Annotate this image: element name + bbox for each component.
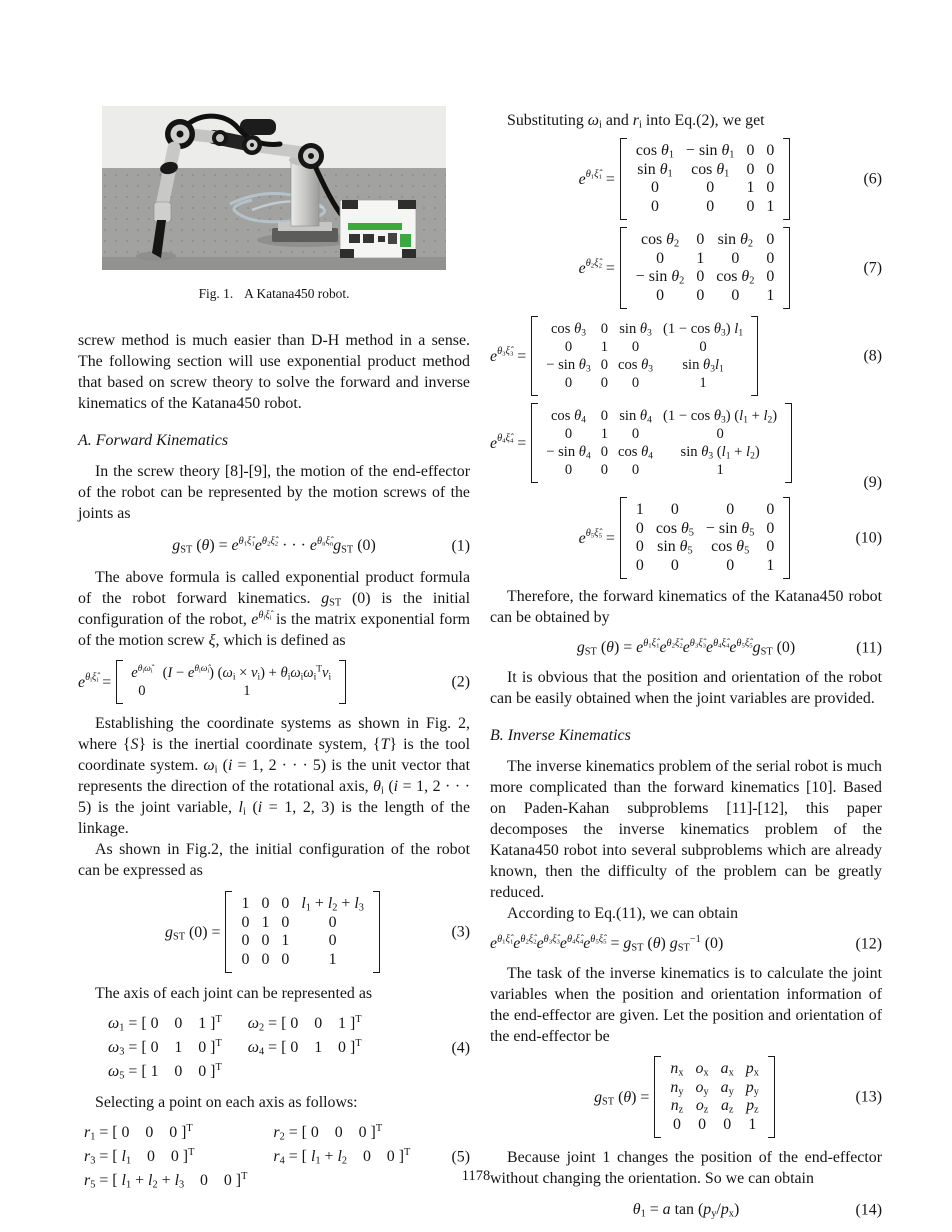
matrix-cell: 0 — [723, 1115, 732, 1133]
matrix-cell: 0 — [766, 231, 775, 248]
matrix-cell: 0 — [766, 179, 775, 196]
matrix-cell: $\sin \theta_5$ — [657, 538, 693, 557]
equation-10 — [490, 497, 882, 579]
matrix-cell: $\sin \theta_3$ — [619, 321, 652, 339]
matrix-cell: 0 — [564, 426, 573, 442]
matrix-cell: $\cos \theta_1$ — [635, 142, 675, 161]
matrix-cell: 0 — [766, 268, 775, 285]
matrix-cell: 0 — [138, 683, 146, 699]
paragraph-inverse-intro: The inverse kinematics problem of the serial robot is much more complicated than the forward kinematics [10]. Based on Paden-Kahan subproblems [11]-[12], this paper decomposes the inverse kinematics problem of the Katana450 robot into several subproblems which are already known, then the difficulty of the problem can be greatly reduced. — [490, 758, 882, 901]
matrix-cell: $r_4$ = [ $l_1 + l_2$ 0 0 ]$^T$ — [273, 1146, 411, 1167]
matrix-cell: − $\sin \theta_5$ — [705, 519, 755, 539]
matrix-cell: 0 — [241, 932, 250, 949]
matrix-cell: 0 — [564, 375, 573, 391]
equation-13 — [490, 1056, 882, 1138]
matrix-cell: 0 — [600, 357, 609, 373]
port — [349, 234, 360, 243]
matrix-cell: 0 — [600, 462, 609, 478]
matrix-cell: $\sin \theta_3$ $(l_1 + l_2)$ — [680, 444, 760, 462]
matrix-cell: $o_y$ — [695, 1078, 709, 1098]
paragraph-as-shown: As shown in Fig.2, the initial configuration of the robot can be expressed as — [78, 841, 470, 879]
matrix-cell: $\sin \theta_2$ — [717, 231, 754, 250]
controller-pad — [398, 200, 416, 209]
matrix-cell: 0 — [631, 375, 640, 391]
paragraph-selecting: Selecting a point on each axis as follows: — [95, 1094, 358, 1111]
matrix-cell: 1 — [696, 249, 705, 267]
matrix-cell: 0 — [656, 286, 665, 304]
matrix-cell: 0 — [696, 268, 705, 285]
matrix-cell: 0 — [600, 375, 609, 391]
matrix-cell: $p_x$ — [745, 1060, 759, 1079]
matrix-cell: 0 — [696, 286, 705, 304]
matrix-cell: − $\sin \theta_3$ — [546, 357, 591, 375]
matrix-cell: 0 — [672, 1115, 681, 1133]
equation-lhs: $e^{\theta_2\xî_2}$ = — [578, 258, 615, 277]
equation-number: (11) — [856, 639, 882, 656]
matrix-cell: 1 — [699, 375, 707, 391]
matrix-cell: 0 — [706, 179, 715, 196]
matrix-cell: 0 — [696, 231, 705, 248]
equation-body: $e^{\theta_1\xî_1}e^{\theta_2\xî_2}e^{\theta_3\xî_3}e^{\theta_4\xî_4}e^{\theta_5\xî_5} = g_{ST}$ (θ) $g_{ST}^{-1}$ (0) — [490, 933, 724, 954]
equation-number: (10) — [855, 529, 882, 547]
matrix-cell: 0 — [698, 1115, 707, 1133]
photo-wall — [102, 106, 446, 168]
matrix-cell: 1 — [600, 339, 609, 355]
equation-number: (2) — [451, 673, 470, 691]
equation-lhs: $e^{\theta_1\xî_1}$ = — [578, 169, 615, 188]
matrix-cell: 1 — [746, 179, 755, 196]
joint-small-hub — [216, 134, 224, 142]
paragraph-according: According to Eq.(11), we can obtain — [507, 905, 739, 922]
matrix-cell: $\omega_2$ = [ 0 0 1 ]$^T$ — [247, 1013, 362, 1034]
matrix-cell: 1 — [261, 913, 270, 931]
matrix — [620, 227, 790, 309]
matrix-cell: $\cos \theta_3$ — [618, 357, 654, 375]
matrix-cell: $\omega_1$ = [ 0 0 1 ]$^T$ — [108, 1013, 222, 1034]
paragraph-task: The task of the inverse kinematics is to calculate the joint variables when the position and orientation information of the end-effector are given. Let the position and orientation of the end-effector be — [490, 965, 882, 1045]
matrix — [620, 497, 790, 579]
matrix-cell: $\cos \theta_2$ — [716, 268, 755, 287]
matrix — [116, 660, 346, 704]
equation-14 — [490, 1199, 882, 1220]
matrix-cell: 0 — [731, 249, 740, 267]
equation-12 — [490, 933, 882, 954]
matrix — [531, 316, 758, 396]
matrix-cell: $o_z$ — [695, 1097, 709, 1116]
matrix-cell: 0 — [746, 160, 755, 178]
matrix-cell: $r_1$ = [ 0 0 0 ]$^T$ — [84, 1122, 193, 1143]
matrix-cell: − $\sin \theta_2$ — [635, 268, 685, 287]
matrix-cell: 0 — [656, 249, 665, 267]
wrist — [154, 202, 171, 222]
matrix-cell: 0 — [766, 160, 775, 178]
matrix-cell: 0 — [670, 501, 679, 518]
matrix-cell: $r_3$ = [ $l_1$ 0 0 ]$^T$ — [84, 1146, 195, 1167]
figure-caption-text: A Katana450 robot. — [244, 286, 350, 301]
matrix-cell: 0 — [766, 538, 775, 555]
matrix-cell: $n_x$ — [670, 1060, 684, 1079]
matrix-cell: 1 — [766, 556, 775, 574]
matrix-cell: 0 — [328, 913, 337, 931]
paragraph-establishing: Establishing the coordinate systems as shown in Fig. 2, where {S} is the inertial coordinate system, {T} is the tool coordinate system. $\omega_i$ (i = 1, 2 · · · 5) is the unit vector that represents the direction of the rotational axis, $\theta_i$ (i = 1, 2 · · · 5) is the joint variable, $l_i$ (i = 1, 2, 3) is the length of the linkage. — [78, 715, 471, 837]
equation-body: $g_{ST}$ $(\theta) = e^{\theta_1\xî_1}e^{\theta_2\xî_2}$ · · · $e^{\theta_n\xî_n}g_{ST}$ (0) — [172, 535, 376, 556]
page-number: 1178 — [461, 1168, 491, 1184]
paragraph-above-formula: The above formula is called exponential product formula of the robot forward kinematics. $g_{ST}$ (0) is the initial configuration of the robot, $e^{\theta_i\xî_i}$ is the matrix exponential form of the motion screw ξ, which is defined as — [78, 569, 470, 649]
matrix-cell: 0 — [261, 932, 270, 949]
equation-number: (13) — [855, 1088, 882, 1106]
equation-6 — [490, 138, 882, 220]
matrix-cell: − $\sin \theta_4$ — [546, 444, 591, 462]
matrix-cell: 0 — [670, 556, 679, 574]
matrix-cell: $o_x$ — [695, 1060, 709, 1079]
matrix-cell: 0 — [726, 501, 735, 518]
matrix-cell: 0 — [261, 950, 270, 968]
matrix-cell: 0 — [600, 444, 609, 460]
matrix-cell: 0 — [635, 519, 644, 537]
figure-caption — [78, 283, 470, 304]
matrix-cell: 0 — [281, 950, 290, 968]
matrix-cell: $p_y$ — [745, 1078, 759, 1098]
equation-1 — [78, 535, 470, 556]
matrix-cell: 0 — [241, 913, 250, 931]
matrix — [531, 403, 792, 483]
matrix-cell: 1 — [635, 501, 644, 518]
controller-pad — [342, 200, 358, 209]
matrix-cell: 0 — [766, 249, 775, 267]
paragraph-substituting: Substituting $\omega_i$ and $r_i$ into Eq.(2), we get — [507, 112, 765, 131]
matrix-cell: $\omega_5$ = [ 1 0 0 ]$^T$ — [108, 1061, 222, 1082]
right-column — [490, 110, 882, 1230]
upper-arm-link — [254, 146, 306, 153]
matrix-cell: 0 — [635, 538, 644, 555]
equation-11 — [490, 637, 882, 658]
port — [378, 236, 385, 242]
paragraph-axis: The axis of each joint can be represented as — [95, 985, 373, 1002]
equation-4 — [108, 1013, 470, 1083]
equation-number: (1) — [451, 537, 470, 554]
equation-number: (9) — [863, 474, 882, 491]
matrix — [654, 1056, 775, 1138]
equation-lhs: $g_{ST}$ (0) = — [165, 923, 221, 943]
matrix-cell: $\omega_4$ = [ 0 1 0 ]$^T$ — [247, 1037, 362, 1058]
section-heading-a: A. Forward Kinematics — [78, 432, 229, 449]
paragraph-continued: screw method is much easier than D-H method in a sense. The following section will use exponential product method that based on screw theory to solve the forward and inverse kinematics of the Katana450 robot. — [78, 332, 470, 412]
matrix-cell: $a_z$ — [720, 1097, 734, 1116]
figure-1 — [78, 106, 470, 304]
equation-number: (5) — [451, 1148, 470, 1166]
matrix-cell: $\sin \theta_3l_1$ — [682, 357, 724, 375]
matrix-cell: 0 — [650, 179, 659, 196]
matrix-cell: 1 — [281, 932, 290, 949]
matrix-cell: $\cos \theta_4$ — [618, 444, 654, 462]
equation-lhs: $e^{\theta_i\xî_i}$ = — [78, 672, 112, 691]
matrix-cell: $\sin \theta_1$ — [637, 160, 673, 180]
matrix-cell: 0 — [766, 501, 775, 518]
matrix-cell: 1 — [600, 426, 609, 442]
matrix-cell: 1 — [766, 286, 775, 304]
equation-body: $\theta_1 = a$ $\tan (p_y/p_x)$ — [632, 1201, 740, 1220]
equation-number: (6) — [863, 170, 882, 188]
equation-number: (12) — [855, 935, 882, 952]
matrix-cell: 1 — [328, 950, 337, 968]
matrix-cell: 0 — [706, 197, 715, 215]
robot-photo — [102, 106, 446, 270]
matrix-cell: $\cos \theta_5$ — [655, 519, 694, 539]
matrix-cell: $n_y$ — [670, 1078, 684, 1098]
port — [388, 233, 397, 244]
connector-green — [400, 234, 411, 247]
left-column — [78, 106, 470, 1201]
equation-9 — [490, 403, 882, 491]
matrix-cell: 0 — [631, 339, 640, 355]
matrix — [620, 138, 790, 220]
equation-lhs: $e^{\theta_3\xî_3}$ = — [490, 346, 527, 365]
port — [363, 234, 374, 243]
matrix-cell — [248, 1061, 362, 1083]
matrix-cell: $\cos \theta_5$ — [711, 538, 750, 557]
matrix-cell: 1 — [716, 462, 724, 478]
matrix-cell: $e^{\theta_i\omegâ_i}$ — [131, 664, 153, 681]
equation-number: (14) — [855, 1201, 882, 1218]
matrix-cell: 0 — [650, 197, 659, 215]
matrix-cell: $(1 - \cos \theta_3)$ $(l_1 + l_2)$ — [663, 408, 778, 426]
matrix-cell: $\omega_3$ = [ 0 1 0 ]$^T$ — [108, 1037, 222, 1058]
paragraph-therefore: Therefore, the forward kinematics of the Katana450 robot can be obtained by — [490, 588, 882, 626]
matrix-cell: $p_z$ — [746, 1097, 759, 1116]
equation-lhs: $g_{ST}$ (θ) = — [594, 1088, 650, 1108]
matrix-cell: − $\sin \theta_1$ — [686, 142, 735, 161]
matrix-cell: $r_5$ = [ $l_1 + l_2 + l_3$ 0 0 ]$^T$ — [84, 1170, 248, 1191]
controller-pad — [340, 249, 354, 258]
matrix-cell: 0 — [766, 142, 775, 159]
equation-3 — [78, 891, 470, 973]
matrix-cell: $\sin \theta_4$ — [619, 408, 652, 426]
matrix-cell: 0 — [731, 286, 740, 304]
section-heading-b: B. Inverse Kinematics — [490, 727, 631, 744]
terminal-strip-green — [348, 223, 402, 230]
equation-number: (7) — [863, 259, 882, 277]
matrix-cell: 0 — [746, 197, 755, 215]
matrix-cell: $\cos \theta_4$ — [550, 408, 586, 426]
matrix-cell: 0 — [600, 408, 609, 424]
matrix-cell: 0 — [241, 950, 250, 968]
matrix-cell: $a_y$ — [720, 1078, 734, 1098]
matrix-cell: 0 — [635, 556, 644, 574]
matrix-cell: 0 — [699, 339, 707, 355]
paragraph-screw-theory: In the screw theory [8]-[9], the motion of the end-effector of the robot can be represented by the motion screws of the joints as — [78, 463, 470, 522]
equation-number: (4) — [451, 1039, 470, 1057]
equation-number: (3) — [451, 923, 470, 941]
equation-lhs: $e^{\theta_4\xî_4}$ = — [490, 433, 527, 452]
matrix-cell: 0 — [281, 895, 290, 912]
matrix-cell: 0 — [746, 142, 755, 159]
equation-lhs: $e^{\theta_5\xî_5}$ = — [578, 528, 615, 547]
equation-body: $g_{ST}$ $(\theta) = e^{\theta_1\xî_1}e^{\theta_2\xî_2}e^{\theta_3\xî_3}e^{\theta_4\xî_4}e^{\theta_5\xî_5}g_{ST}$ (0) — [576, 637, 796, 658]
controller-pad — [402, 249, 416, 258]
matrix-cell: 0 — [281, 913, 290, 931]
matrix-cell: 0 — [631, 462, 640, 478]
vector-grid — [108, 1013, 362, 1083]
joint-mid-center — [250, 143, 254, 147]
paragraph-obvious: It is obvious that the position and orientation of the robot can be easily obtained when the joint variables are provided. — [490, 669, 882, 707]
matrix-cell: $\cos \theta_2$ — [641, 231, 680, 250]
matrix-cell: 0 — [564, 339, 573, 355]
paragraph-because: Because joint 1 changes the position of the end-effector without changing the orientation. So we can obtain — [490, 1149, 882, 1187]
matrix-cell: $a_x$ — [720, 1060, 734, 1079]
matrix-cell: $\cos \theta_3$ — [550, 321, 586, 339]
equation-2 — [78, 660, 470, 704]
matrix-cell: 0 — [766, 519, 775, 537]
matrix-cell: 1 — [241, 895, 250, 912]
matrix-cell: 1 — [766, 197, 775, 215]
joint-right-center — [308, 153, 314, 159]
matrix-cell: 0 — [261, 895, 270, 912]
equation-7 — [490, 227, 882, 309]
matrix-cell: $(1 - \cos \theta_3)$ $l_1$ — [663, 321, 744, 339]
matrix-cell: $\cos \theta_1$ — [691, 160, 730, 180]
figure-caption-label: Fig. 1. — [198, 286, 234, 301]
matrix-cell: 0 — [726, 556, 735, 574]
matrix-cell: 0 — [600, 321, 609, 337]
matrix-cell: 0 — [716, 426, 724, 442]
matrix-cell: 0 — [328, 932, 337, 949]
joint-shoulder-center — [177, 131, 184, 138]
matrix-cell: $r_2$ = [ 0 0 0 ]$^T$ — [273, 1122, 383, 1143]
matrix-cell: $n_z$ — [670, 1097, 684, 1116]
matrix — [225, 891, 379, 973]
equation-number: (8) — [863, 347, 882, 365]
matrix-cell: 1 — [748, 1115, 757, 1133]
matrix-cell: 0 — [564, 462, 573, 478]
matrix-cell: $(I - e^{\theta_i\omegâ_i})$ $(\omega_i \times v_i) + \theta_i\omega_i\omega_i^Tv_i$ — [162, 664, 332, 683]
controller-box — [340, 200, 416, 258]
matrix-cell: 0 — [631, 426, 640, 442]
matrix-cell: 1 — [243, 683, 251, 699]
equation-8 — [490, 316, 882, 396]
matrix-cell: $l_1 + l_2 + l_3$ — [301, 895, 364, 914]
